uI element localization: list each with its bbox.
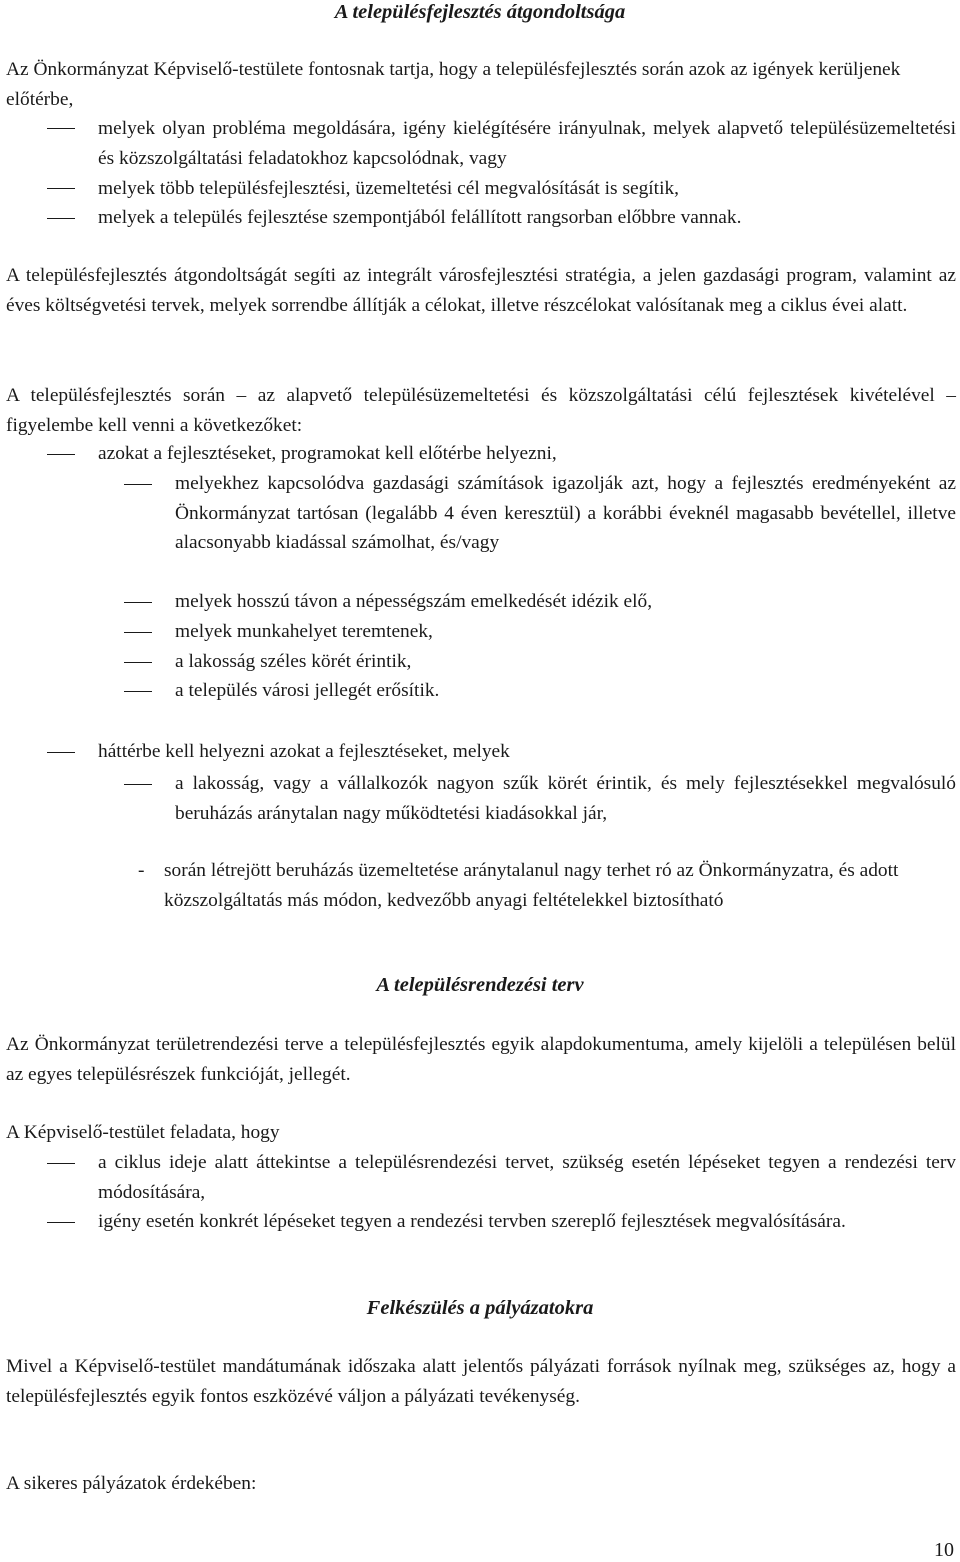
sub-list-item: a település városi jellegét erősítik. [175,680,440,701]
list-item: melyek több településfejlesztési, üzemeltetési cél megvalósítását is segítik, [98,178,679,199]
sub-list-item-hyphen [164,856,904,915]
paragraph-szempontok: A településfejlesztés során – az alapvető településüzemeltetési és közszolgáltatási célú fejlesztések kivételével – figyelembe kell venni a következőket: [6,385,956,436]
paragraph-sikeres: A sikeres pályázatok érdekében: [6,1473,257,1494]
sub-list-item: melyek munkahelyet teremtenek, [175,621,433,642]
list-item: a ciklus ideje alatt áttekintse a településrendezési tervet, szükség esetén lépéseket tegyen a rendezési terv módosítására, [98,1152,956,1203]
dash-bullet-icon [124,784,152,785]
sub-list-item: melyek hosszú távon a népességszám emelkedését idézik elő, [175,591,653,612]
sub-list-item: a lakosság széles körét érintik, [175,651,412,672]
dash-bullet-icon [124,691,152,692]
list-item: igény esetén konkrét lépéseket tegyen a rendezési tervben szereplő fejlesztések megvalósítására. [98,1211,846,1232]
list-item-hatterbe: háttérbe kell helyezni azokat a fejlesztéseket, melyek [98,741,510,762]
dash-bullet-icon [47,218,75,219]
list-item: melyek a település fejlesztése szempontjából felállított rangsorban előbbre vannak. [98,207,742,228]
section-heading-telepulesfejlesztes: A településfejlesztés átgondoltsága [334,1,626,23]
dash-bullet-icon [124,602,152,603]
dash-bullet-icon [47,1222,75,1223]
paragraph-intro: Az Önkormányzat Képviselő-testülete fontosnak tartja, hogy a településfejlesztés során azok az igények kerüljenek előtérbe, [6,59,901,110]
paragraph-feladata: A Képviselő-testület feladata, hogy [6,1122,280,1143]
paragraph-atgondoltsag: A településfejlesztés átgondoltságát segíti az integrált városfejlesztési stratégia, a jelen gazdasági program, valamint az éves költségvetési tervek, melyek sorrendbe állítják a célokat, illetve részcélokat valósítanak meg a ciklus évei alatt. [6,265,956,316]
list-item-elotérbe: azokat a fejlesztéseket, programokat kell előtérbe helyezni, [98,443,557,464]
dash-bullet-icon [47,752,75,753]
dash-bullet-icon [47,1163,75,1164]
sub-list-item: melyekhez kapcsolódva gazdasági számítások igazolják azt, hogy a fejlesztés eredményeként az Önkormányzat tartósan (legalább 4 éven keresztül) a korábbi éveknél magasabb bevétellel, illetve alacsonyabb kiadással számolhat, és/vagy [175,473,956,553]
dash-bullet-icon [124,662,152,663]
section-heading-telepulesrendezesi: A településrendezési terv [376,974,584,996]
paragraph-mandatum: Mivel a Képviselő-testület mandátumának időszaka alatt jelentős pályázati források nyílnak meg, szükséges az, hogy a településfejlesztés egyik fontos eszközévé váljon a pályázati tevékenység. [6,1356,956,1407]
dash-bullet-icon [47,454,75,455]
dash-bullet-icon [124,632,152,633]
sub-list-item: a lakosság, vagy a vállalkozók nagyon szűk körét érintik, és mely fejlesztésekkel megvalósuló beruházás aránytalan nagy működtetési kiadásokkal jár, [175,773,956,824]
dash-bullet-icon [124,484,152,485]
dash-bullet-icon [47,188,75,189]
list-item: melyek olyan probléma megoldására, igény kielégítésére irányulnak, melyek alapvető településüzemeltetési és közszolgáltatási feladatokhoz kapcsolódnak, vagy [98,118,956,169]
page-number: 10 [934,1539,954,1561]
section-heading-palyazatok: Felkészülés a pályázatokra [366,1297,594,1319]
dash-bullet-icon [47,128,75,129]
paragraph-teruletrendezesi: Az Önkormányzat területrendezési terve a településfejlesztés egyik alapdokumentuma, amely kijelöli a településen belül az egyes településrészek funkcióját, jellegét. [6,1034,956,1085]
sub-list-item-hyphen-text: során létrejött beruházás üzemeltetése aránytalanul nagy terhet ró az Önkormányzatra, és adott közszolgáltatás más módon, kedvezőbb anyagi feltételekkel biztosítható [164,860,899,911]
hyphen-bullet: - [138,860,145,881]
